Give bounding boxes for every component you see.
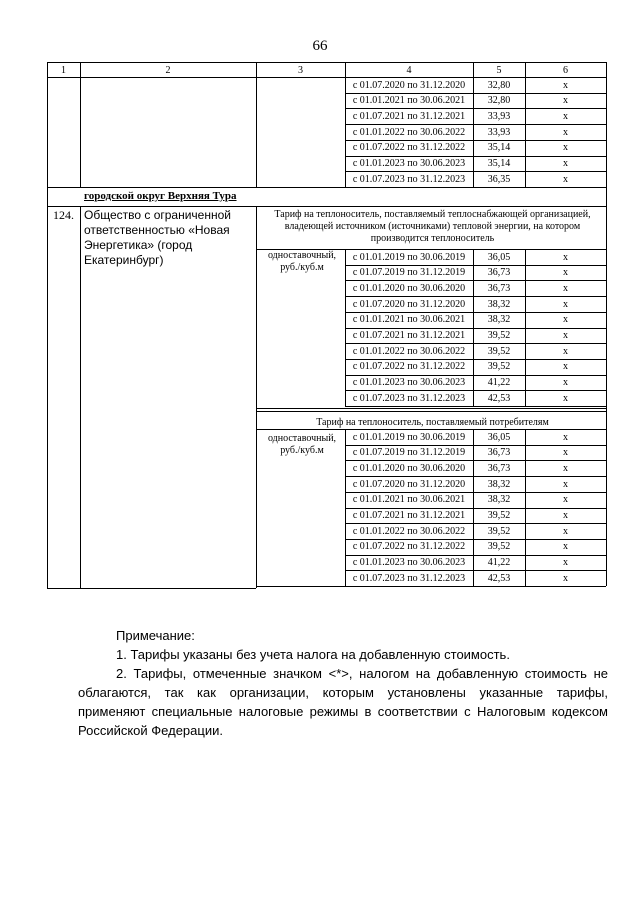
block-2-title: Тариф на теплоноситель, поставляемый потребителям xyxy=(316,417,549,428)
vat-mark-cell: x xyxy=(563,572,568,584)
grid-line xyxy=(345,406,606,407)
grid-line xyxy=(80,62,81,187)
vat-mark-cell: x xyxy=(563,330,568,341)
period-cell: с 01.01.2021 по 30.06.2021 xyxy=(352,95,466,107)
vat-mark-cell: x xyxy=(563,494,568,506)
period-cell: с 01.01.2020 по 30.06.2020 xyxy=(352,462,466,474)
column-header: 3 xyxy=(298,64,303,76)
grid-line xyxy=(80,62,81,77)
period-cell: с 01.01.2022 по 30.06.2022 xyxy=(352,126,466,138)
period-cell: с 01.07.2021 по 31.12.2021 xyxy=(352,110,466,122)
vat-mark-cell: x xyxy=(563,377,568,389)
tariff-value-cell: 38,32 xyxy=(487,298,511,310)
vat-mark-cell: x xyxy=(563,126,568,138)
tariff-value-cell: 39,52 xyxy=(487,345,511,357)
tariff-value-cell: 32,80 xyxy=(487,95,511,107)
vat-mark-cell: x xyxy=(563,510,568,521)
vat-mark-cell: x xyxy=(563,173,568,185)
period-cell: с 01.07.2023 по 31.12.2023 xyxy=(352,173,466,185)
vat-mark-cell: x xyxy=(563,541,568,553)
tariff-value-cell: 38,32 xyxy=(487,314,511,326)
vat-mark-cell: x xyxy=(563,361,568,373)
column-header: 6 xyxy=(563,64,568,76)
tariff-value-cell: 36,05 xyxy=(487,431,511,443)
tariff-value-cell: 36,73 xyxy=(487,267,511,279)
tariff-value-cell: 39,52 xyxy=(487,361,511,373)
grid-line xyxy=(47,187,48,206)
grid-line xyxy=(256,408,606,409)
section-title: городской округ Верхняя Тура xyxy=(84,190,237,202)
vat-mark-cell: x xyxy=(563,462,568,474)
vat-mark-cell: x xyxy=(563,251,568,263)
column-header: 4 xyxy=(406,64,412,76)
notes-item-2: 2. Тарифы, отмеченные значком <*>, налогом на добавленную стоимость не облагаются, так как организации, которым установлены указанные тарифы, применяют специальные налоговые режимы в соответствии с Налоговым кодексом Российской Федерации. xyxy=(78,666,608,738)
tariff-value-cell: 36,05 xyxy=(487,251,511,263)
notes-item-1: 1. Тарифы указаны без учета налога на добавленную стоимость. xyxy=(116,647,510,662)
period-cell: с 01.07.2020 по 31.12.2020 xyxy=(352,298,466,310)
period-cell: с 01.07.2022 по 31.12.2022 xyxy=(352,541,466,553)
tariff-value-cell: 38,32 xyxy=(487,494,511,506)
grid-line xyxy=(256,586,606,587)
period-cell: с 01.07.2022 по 31.12.2022 xyxy=(352,142,466,154)
vat-mark-cell: x xyxy=(563,345,568,357)
tariff-value-cell: 36,73 xyxy=(487,462,511,474)
period-cell: с 01.07.2019 по 31.12.2019 xyxy=(352,447,466,459)
tariff-value-cell: 41,22 xyxy=(487,377,511,389)
tariff-value-cell: 35,14 xyxy=(487,142,511,154)
period-cell: с 01.01.2020 по 30.06.2020 xyxy=(352,282,466,294)
period-cell: с 01.01.2023 по 30.06.2023 xyxy=(352,377,466,389)
period-cell: с 01.01.2023 по 30.06.2023 xyxy=(352,557,466,569)
grid-line xyxy=(525,77,526,187)
block-2-rate-type: одноставочный, руб./куб.м xyxy=(267,433,337,456)
vat-mark-cell: x xyxy=(563,431,568,443)
tariff-value-cell: 36,35 xyxy=(487,173,511,185)
grid-line xyxy=(345,429,346,586)
tariff-value-cell: 38,32 xyxy=(487,478,511,490)
grid-line xyxy=(473,429,474,586)
vat-mark-cell: x xyxy=(563,79,568,91)
grid-line xyxy=(345,62,346,187)
grid-line xyxy=(256,62,257,77)
grid-line xyxy=(47,187,606,188)
tariff-value-cell: 39,52 xyxy=(487,525,511,537)
vat-mark-cell: x xyxy=(563,142,568,154)
period-cell: с 01.01.2019 по 30.06.2019 xyxy=(352,431,466,443)
period-cell: с 01.07.2020 по 31.12.2020 xyxy=(352,478,466,490)
tariff-value-cell: 39,52 xyxy=(487,330,511,341)
vat-mark-cell: x xyxy=(563,95,568,107)
column-header: 2 xyxy=(165,64,171,76)
grid-line xyxy=(47,206,606,207)
grid-line xyxy=(606,62,607,187)
period-cell: с 01.01.2021 по 30.06.2021 xyxy=(352,314,466,326)
period-cell: с 01.07.2023 по 31.12.2023 xyxy=(352,572,466,584)
tariff-value-cell: 35,14 xyxy=(487,158,511,169)
organization-name: Общество с ограниченной ответственностью «Новая Энергетика» (город Екатеринбург) xyxy=(84,208,231,267)
grid-line xyxy=(47,206,48,588)
grid-line xyxy=(525,249,526,406)
period-cell: с 01.01.2023 по 30.06.2023 xyxy=(352,158,466,169)
grid-line xyxy=(473,62,474,77)
block-1-rate-type: одноставочный, руб./куб.м xyxy=(267,250,337,273)
vat-mark-cell: x xyxy=(563,557,568,569)
grid-line xyxy=(606,187,607,586)
period-cell: с 01.01.2022 по 30.06.2022 xyxy=(352,345,466,357)
tariff-value-cell: 33,93 xyxy=(487,110,511,122)
grid-line xyxy=(256,411,606,412)
period-cell: с 01.07.2021 по 31.12.2021 xyxy=(352,330,466,341)
grid-line xyxy=(256,206,257,588)
vat-mark-cell: x xyxy=(563,525,568,537)
tariff-value-cell: 41,22 xyxy=(487,557,511,569)
tariff-value-cell: 32,80 xyxy=(487,79,511,91)
grid-line xyxy=(345,62,346,77)
tariff-value-cell: 39,52 xyxy=(487,541,511,553)
grid-line xyxy=(47,62,48,187)
tariff-value-cell: 36,73 xyxy=(487,282,511,294)
period-cell: с 01.01.2021 по 30.06.2021 xyxy=(352,494,466,506)
entry-number: 124. xyxy=(53,208,74,222)
tariff-value-cell: 42,53 xyxy=(487,572,511,584)
grid-line xyxy=(525,429,526,586)
period-cell: с 01.07.2021 по 31.12.2021 xyxy=(352,510,466,521)
grid-line xyxy=(525,62,526,77)
vat-mark-cell: x xyxy=(563,392,568,404)
tariff-value-cell: 36,73 xyxy=(487,447,511,459)
grid-line xyxy=(80,206,81,588)
grid-line xyxy=(473,77,474,187)
grid-line xyxy=(256,62,257,187)
vat-mark-cell: x xyxy=(563,267,568,279)
period-cell: с 01.01.2019 по 30.06.2019 xyxy=(352,251,466,263)
vat-mark-cell: x xyxy=(563,110,568,122)
period-cell: с 01.07.2020 по 31.12.2020 xyxy=(352,79,466,91)
period-cell: с 01.07.2022 по 31.12.2022 xyxy=(352,361,466,373)
period-cell: с 01.07.2023 по 31.12.2023 xyxy=(352,392,466,404)
notes xyxy=(78,626,608,740)
page-number: 66 xyxy=(312,38,328,54)
column-header: 5 xyxy=(496,64,502,76)
grid-line xyxy=(345,249,346,406)
tariff-value-cell: 42,53 xyxy=(487,392,511,404)
period-cell: с 01.01.2022 по 30.06.2022 xyxy=(352,525,466,537)
tariff-value-cell: 39,52 xyxy=(487,510,511,521)
column-header: 1 xyxy=(61,64,66,76)
vat-mark-cell: x xyxy=(563,298,568,310)
grid-line xyxy=(47,62,48,77)
vat-mark-cell: x xyxy=(563,282,568,294)
grid-line xyxy=(473,249,474,406)
tariff-value-cell: 33,93 xyxy=(487,126,511,138)
vat-mark-cell: x xyxy=(563,478,568,490)
vat-mark-cell: x xyxy=(563,447,568,459)
vat-mark-cell: x xyxy=(563,314,568,326)
notes-heading: Примечание: xyxy=(116,628,195,643)
grid-line xyxy=(606,62,607,77)
vat-mark-cell: x xyxy=(563,158,568,169)
period-cell: с 01.07.2019 по 31.12.2019 xyxy=(352,267,466,279)
grid-line xyxy=(47,588,256,589)
block-1-title: Тариф на теплоноситель, поставляемый теплоснабжающей организацией, владеющей источником (источниками) тепловой энергии, на котором производится теплоноситель xyxy=(274,209,591,244)
